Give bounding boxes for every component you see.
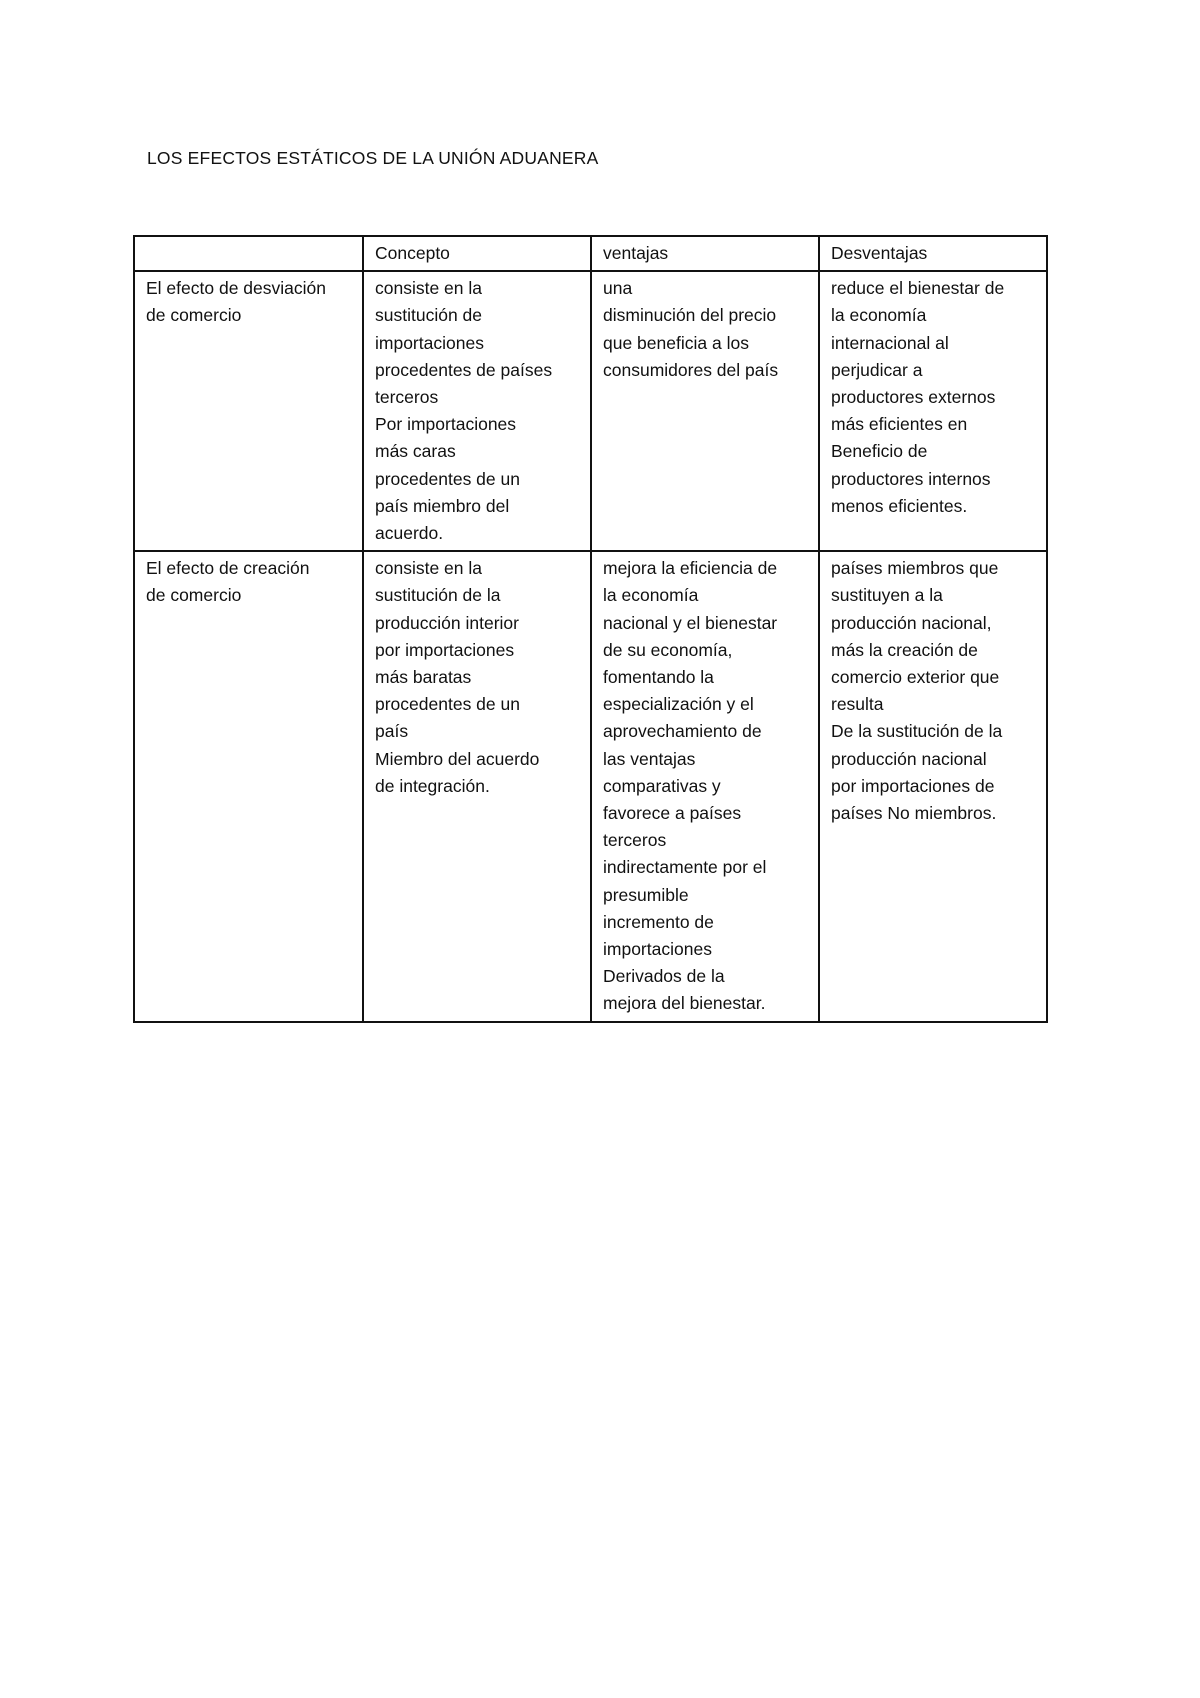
- cell-text-line: por importaciones de: [831, 775, 995, 796]
- cell-text-line: procedentes de un: [375, 468, 520, 489]
- cell-text-line: terceros: [603, 830, 667, 851]
- cell-text-line: país: [375, 721, 409, 742]
- ventajas-cell: [591, 551, 819, 1021]
- cell-text-line: terceros: [375, 387, 439, 408]
- cell-text-line: comparativas y: [603, 775, 721, 796]
- desventajas-cell: [819, 271, 1047, 551]
- cell-text-line: sustitución de: [375, 305, 483, 326]
- cell-text-line: especialización y el: [603, 694, 754, 715]
- cell-text-line: que beneficia a los: [603, 332, 749, 353]
- cell-text-line: país miembro del: [375, 495, 510, 516]
- cell-text-line: fomentando la: [603, 667, 714, 688]
- cell-text-line: más eficientes en: [831, 414, 968, 435]
- header-cell-ventajas: ventajas: [591, 236, 819, 271]
- page-title: LOS EFECTOS ESTÁTICOS DE LA UNIÓN ADUANERA: [147, 148, 599, 168]
- ventajas-cell: [591, 271, 819, 551]
- cell-text-line: productores internos: [831, 468, 991, 489]
- cell-text-line: mejora del bienestar.: [603, 993, 766, 1014]
- effect-name-cell: [134, 551, 363, 1021]
- cell-text-line: producción nacional: [831, 748, 987, 769]
- cell-text-line: la economía: [603, 585, 699, 606]
- cell-text-line: perjudicar a: [831, 359, 923, 380]
- cell-text-line: las ventajas: [603, 748, 696, 769]
- cell-text-line: consiste en la: [375, 558, 483, 579]
- cell-text-line: más la creación de: [831, 639, 978, 660]
- cell-text-line: favorece a países: [603, 803, 742, 824]
- cell-text-line: El efecto de creación: [146, 558, 310, 579]
- table-row: [134, 551, 1047, 1021]
- cell-text-line: Beneficio de: [831, 441, 928, 462]
- cell-text-line: la economía: [831, 305, 927, 326]
- desventajas-cell: [819, 551, 1047, 1021]
- cell-text-line: Por importaciones: [375, 414, 517, 435]
- cell-text-line: reduce el bienestar de: [831, 278, 1005, 299]
- effects-table: [133, 235, 1048, 1023]
- cell-text-line: acuerdo.: [375, 523, 444, 544]
- cell-text-line: incremento de: [603, 911, 714, 932]
- cell-text-line: de comercio: [146, 585, 242, 606]
- cell-text-line: países miembros que: [831, 558, 999, 579]
- cell-text-line: menos eficientes.: [831, 495, 968, 516]
- table-header-row: [134, 236, 1047, 271]
- cell-text-line: países No miembros.: [831, 803, 997, 824]
- cell-text-line: más caras: [375, 441, 456, 462]
- cell-text-line: por importaciones: [375, 639, 515, 660]
- cell-text-line: de integración.: [375, 775, 490, 796]
- cell-text-line: indirectamente por el: [603, 857, 767, 878]
- cell-text-line: procedentes de un: [375, 694, 520, 715]
- header-cell-concepto: Concepto: [363, 236, 591, 271]
- effect-name-cell: [134, 271, 363, 551]
- cell-text-line: procedentes de países: [375, 359, 553, 380]
- table-row: [134, 271, 1047, 551]
- cell-text-line: De la sustitución de la: [831, 721, 1003, 742]
- concepto-cell: [363, 271, 591, 551]
- cell-text-line: importaciones: [375, 332, 484, 353]
- cell-text-line: una: [603, 278, 633, 299]
- cell-text-line: comercio exterior que: [831, 667, 1000, 688]
- cell-text-line: El efecto de desviación: [146, 278, 326, 299]
- cell-text-line: Miembro del acuerdo: [375, 748, 540, 769]
- cell-text-line: sustituyen a la: [831, 585, 943, 606]
- cell-text-line: productores externos: [831, 387, 996, 408]
- cell-text-line: Derivados de la: [603, 966, 725, 987]
- cell-text-line: importaciones: [603, 939, 712, 960]
- cell-text-line: de comercio: [146, 305, 242, 326]
- cell-text-line: de su economía,: [603, 639, 733, 660]
- cell-text-line: más baratas: [375, 667, 472, 688]
- cell-text-line: aprovechamiento de: [603, 721, 762, 742]
- cell-text-line: disminución del precio: [603, 305, 777, 326]
- header-cell-desventajas: Desventajas: [819, 236, 1047, 271]
- cell-text-line: nacional y el bienestar: [603, 612, 778, 633]
- cell-text-line: producción interior: [375, 612, 519, 633]
- cell-text-line: consumidores del país: [603, 359, 779, 380]
- cell-text-line: producción nacional,: [831, 612, 992, 633]
- cell-text-line: consiste en la: [375, 278, 483, 299]
- concepto-cell: [363, 551, 591, 1021]
- cell-text-line: resulta: [831, 694, 884, 715]
- cell-text-line: mejora la eficiencia de: [603, 558, 778, 579]
- header-cell-empty: [134, 236, 363, 271]
- cell-text-line: internacional al: [831, 332, 949, 353]
- cell-text-line: sustitución de la: [375, 585, 501, 606]
- cell-text-line: presumible: [603, 884, 689, 905]
